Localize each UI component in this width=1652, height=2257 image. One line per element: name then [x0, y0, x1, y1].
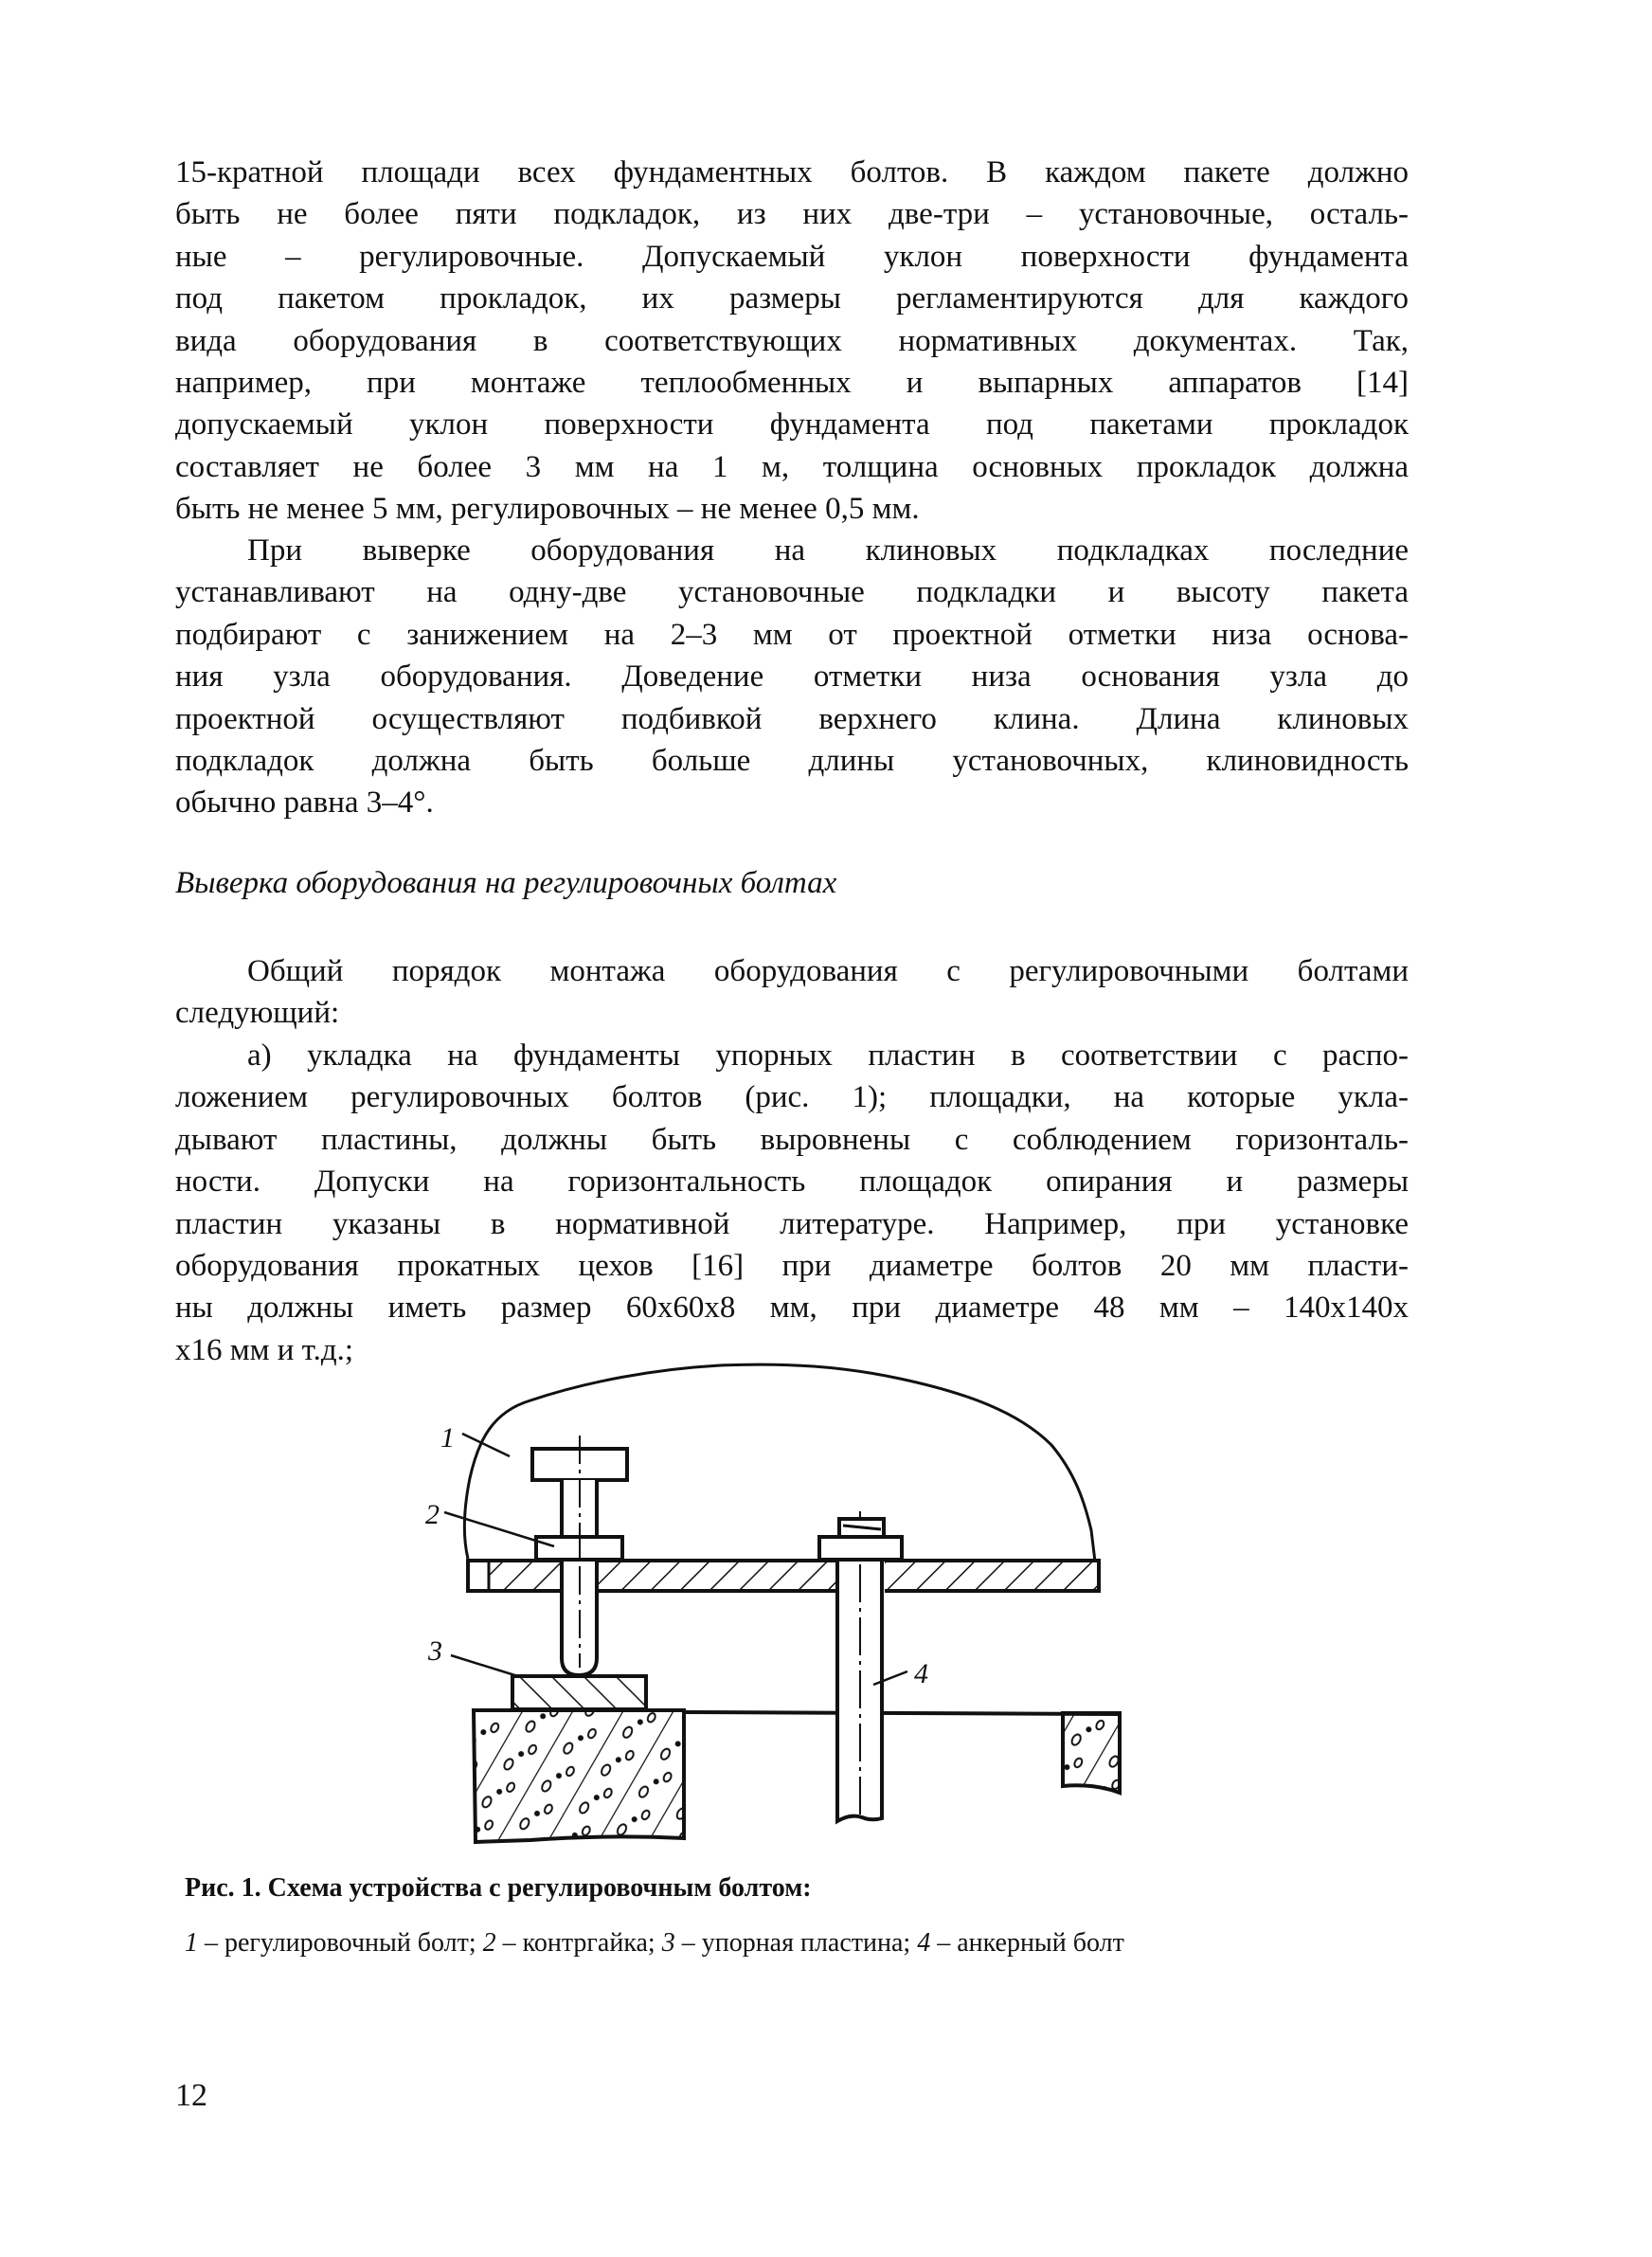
thrust-plate: [512, 1676, 646, 1709]
legend-text: – контргайка;: [495, 1928, 662, 1958]
legend-text: – упорная пластина;: [674, 1928, 918, 1958]
legend-number: 4: [917, 1928, 931, 1958]
legend-number: 1: [185, 1928, 198, 1958]
text-line: ные – регулировочные. Допускаемый уклон поверхности фундамента: [175, 239, 1409, 274]
text-line: следующий:: [175, 996, 340, 1031]
figure-label-2: 2: [425, 1499, 440, 1530]
text-line: составляет не более 3 мм на 1 м, толщина основных прокладок должна: [175, 449, 1409, 484]
concrete-foundation-fragment: [1063, 1713, 1120, 1793]
text-line: ны должны иметь размер 60х60х8 мм, при диаметре 48 мм – 140х140х: [175, 1291, 1409, 1326]
text-line: например, при монтаже теплообменных и выпарных аппаратов [14]: [175, 365, 1409, 400]
figure-label-4: 4: [914, 1658, 928, 1689]
text-line: При выверке оборудования на клиновых подкладках последние: [247, 533, 1409, 568]
text-line: х16 мм и т.д.;: [175, 1332, 354, 1367]
figure-label-3: 3: [428, 1635, 442, 1667]
foundation-surface-line: [684, 1712, 1120, 1714]
text-line: подкладок должна быть больше длины установочных, клиновидность: [175, 743, 1409, 778]
leader-line-2: [444, 1512, 554, 1546]
text-line: ложением регулировочных болтов (рис. 1); площадки, на которые укла-: [175, 1080, 1409, 1115]
text-line: вида оборудования в соответствующих нормативных документах. Так,: [175, 323, 1409, 358]
figure-legend: [185, 1925, 1407, 1960]
section-heading: Выверка оборудования на регулировочных болтах: [175, 866, 837, 900]
text-line: под пакетом прокладок, их размеры регламентируются для каждого: [175, 281, 1409, 316]
leader-line-3: [451, 1655, 521, 1677]
text-line: обычно равна 3–4°.: [175, 785, 434, 821]
text-line: оборудования прокатных цехов [16] при диаметре болтов 20 мм пласти-: [175, 1248, 1409, 1283]
text-line: Общий порядок монтажа оборудования с регулировочными болтами: [247, 954, 1409, 988]
figure-caption-title: Рис. 1. Схема устройства с регулировочным болтом:: [185, 1873, 812, 1903]
text-line: а) укладка на фундаменты упорных пластин в соответствии с распо-: [247, 1038, 1409, 1073]
text-line: быть не более пяти подкладок, из них две-три – установочные, осталь-: [175, 197, 1409, 232]
anchor-bolt: [819, 1511, 902, 1821]
figure-label-1: 1: [440, 1422, 455, 1454]
legend-text: – регулировочный болт;: [198, 1928, 483, 1958]
concrete-foundation: [474, 1710, 684, 1842]
legend-number: 3: [661, 1928, 675, 1958]
text-line: проектной осуществляют подбивкой верхнего клина. Длина клиновых: [175, 701, 1409, 736]
text-line: ности. Допуски на горизонтальность площадок опирания и размеры: [175, 1165, 1409, 1200]
text-line: дывают пластины, должны быть выровнены с соблюдением горизонталь-: [175, 1122, 1409, 1157]
page-number: 12: [175, 2078, 207, 2113]
text-line: ния узла оборудования. Доведение отметки низа основания узла до: [175, 659, 1409, 695]
text-line: подбирают с занижением на 2–3 мм от проектной отметки низа основа-: [175, 617, 1409, 652]
text-line: 15-кратной площади всех фундаментных болтов. В каждом пакете должно: [175, 155, 1409, 190]
text-line: допускаемый уклон поверхности фундамента под пакетами прокладок: [175, 407, 1409, 442]
legend-number: 2: [482, 1928, 496, 1958]
legend-text: – анкерный болт: [930, 1928, 1124, 1958]
text-line: быть не менее 5 мм, регулировочных – не менее 0,5 мм.: [175, 492, 920, 527]
text-line: устанавливают на одну-две установочные подкладки и высоту пакета: [175, 575, 1409, 610]
text-line: пластин указаны в нормативной литературе. Например, при установке: [175, 1206, 1409, 1241]
